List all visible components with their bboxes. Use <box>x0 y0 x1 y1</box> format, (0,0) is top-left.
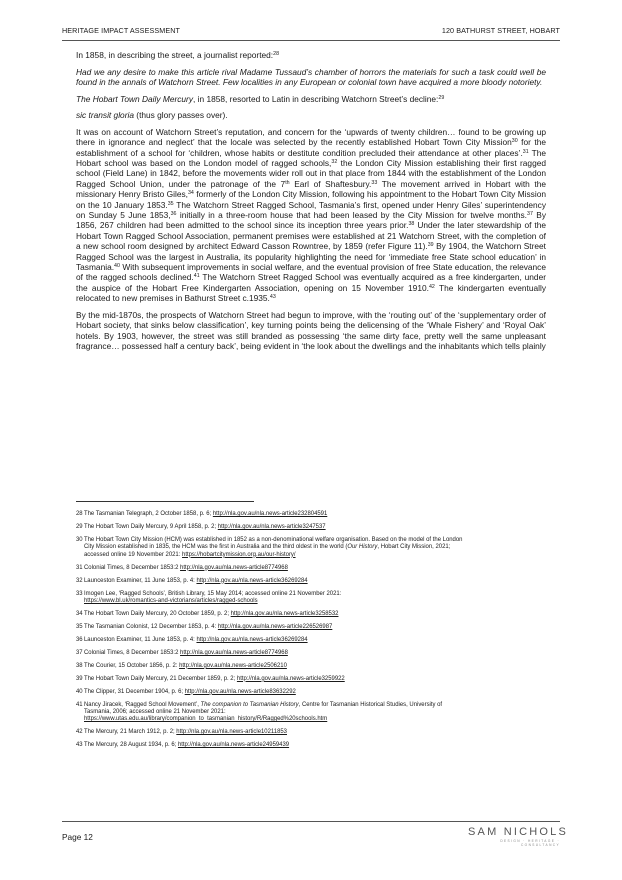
paragraph-1870s: By the mid-1870s, the prospects of Watchorn Street had begun to improve, with the ‘routing out’ of the ‘supplementary order of Hobart society, that sinks below classification’, key turning points being the delicensing of the ‘Whale Fishery’ and ‘Royal Oak’ hotels. By 1903, however, the street was still branded as possessing ‘the same dirty face, pretty well the same unpleasant fragrance… possessed half a century back’, being evident in ‘the look about the dwellings and the inhabitants which tells plainly <box>76 309 546 352</box>
footnote: 39The Hobart Town Daily Mercury, 21 December 1859, p. 2; http://nla.gov.au/nla.news-article3259922 <box>76 675 345 682</box>
footnote-link[interactable]: http://nla.gov.au/nla.news-article232804591 <box>212 511 328 517</box>
header-rule <box>62 40 560 41</box>
page-number: Page 12 <box>62 832 93 842</box>
footnote: 31Colonial Times, 8 December 1853:2 http://nla.gov.au/nla.news-article8774968 <box>76 564 288 571</box>
footnote: 34The Hobart Town Daily Mercury, 20 October 1859, p. 2; http://nla.gov.au/nla.news-article3258532 <box>76 610 339 617</box>
footnote: 30The Hobart Town City Mission (HCM) was established in 1852 as a non-denominational welfare organisation. Based on the model of the London City Mission established in 1835, the HCM was the first in Australia and the third oldest in the world (Our History, Hobart City Mission, 2021; accessed online 19 November 2021: https://hobartcitymission.org.au/our-history/ <box>76 536 463 558</box>
footnote-rule <box>76 501 254 502</box>
footnote: 37Colonial Times, 8 December 1853:2 http://nla.gov.au/nla.news-article8774968 <box>76 649 288 656</box>
header-address: 120 BATHURST STREET, HOBART <box>441 26 560 35</box>
footnote-link[interactable]: http://nla.gov.au/nla.news-article83632292 <box>184 688 296 695</box>
footnote: 41Nancy Jiracek, ‘Ragged School Movement’, The companion to Tasmanian History, Centre for Tasmanian Historical Studies, University of Tasmania, 2006; accessed online 21 November 2021: https://www.utas.edu.au/library/companion_to_tasmanian_history/R/Ragged%20schools.htm <box>76 701 443 723</box>
footnote-link[interactable]: https://www.bl.uk/romantics-and-victorians/articles/ragged-schools <box>84 597 258 604</box>
footnote: 33Imogen Lee, ‘Ragged Schools’, British Library, 15 May 2014; accessed online 21 November 2021: https://www.bl.uk/romantics-and-victorians/articles/ragged-schools <box>76 590 342 604</box>
footnote: 38The Courier, 15 October 1856, p. 2: http://nla.gov.au/nla.news-article2506210 <box>76 662 287 669</box>
footnote-link[interactable]: http://nla.gov.au/nla.news-article36269284 <box>196 636 308 643</box>
footnote: 40The Clipper, 31 December 1904, p. 6; http://nla.gov.au/nla.news-article83632292 <box>76 688 296 695</box>
footnote: 35The Tasmanian Colonist, 12 December 1853, p. 4: http://nla.gov.au/nla.news-article226526987 <box>76 623 333 630</box>
footnote: 29The Hobart Town Daily Mercury, 9 April 1858, p. 2; http://nla.gov.au/nla.news-article3247537 <box>76 523 326 530</box>
block-quote: Had we any desire to make this article rival Madame Tussaud’s chamber of horrors the materials for such a task could well be found in the annals of Watchorn Street. Few localities in any European or colonial town have acquired a more bloody notoriety. <box>76 66 546 87</box>
footnote-link[interactable]: http://nla.gov.au/nla.news-article36269284 <box>196 577 308 584</box>
paragraph-latin-intro: The Hobart Town Daily Mercury, in 1858, resorted to Latin in describing Watchorn Street’s decline:$^{29}$ <box>76 93 445 104</box>
running-header <box>62 26 560 40</box>
footer-rule <box>62 821 560 822</box>
footnote-link[interactable]: http://nla.gov.au/nla.news-article3247537 <box>217 523 326 530</box>
footnote-link[interactable]: http://nla.gov.au/nla.news-article2506210 <box>179 662 287 669</box>
footnote-link[interactable]: http://nla.gov.au/nla.news-article3259922 <box>236 675 345 682</box>
footnote: 36Launceston Examiner, 11 June 1853, p. 4: http://nla.gov.au/nla.news-article36269284 <box>76 636 308 643</box>
footnote-link[interactable]: http://nla.gov.au/nla.news-article8774968 <box>180 564 288 571</box>
paragraph-intro: In 1858, in describing the street, a journalist reported:$^{28}$ <box>76 50 280 60</box>
footnote-link[interactable]: http://nla.gov.au/nla.news-article24959439 <box>177 742 290 749</box>
paragraph-latin: sic transit gloria (thus glory passes over). <box>76 110 228 121</box>
paragraph-ragged-school: It was on account of Watchorn Street’s reputation, and concern for the ‘upwards of twenty children… found to be growing up there in ignorance and neglect’ that the locale was selected by the recently established Hobart Town City Mission$^{30}$ for the establishment of a school for ‘children, whose habits or destitute condition precluded their attendance at other places’.$^{31}$ The Hobart school was based on the London model of ragged schools,$^{32}$ the London City Mission establishing their first ragged school (Field Lane) in 1842, before the movements wider roll out in that place from 1844 with the establishment of the London Ragged School Union, under the patronage of the 7th Earl of Shaftesbury.$^{33}$ The movement arrived in Hobart with the missionary Henry Bristo Giles,$^{34}$ formerly of the London City Mission, following his appointment to the Hobart Town City Mission on the 10 January 1853.35 The Watchorn Street Ragged School, Tasmania’s first, opened under Henry Giles’ superintendency on Sunday 5 June 1853,36 initially in a three-room house that had been leased by the City Mission for twelve months.$^{37}$ By 1856, 267 children had been admitted to the school since its inception three years prior.$^{38}$ Under the later stewardship of the Hobart Town Ragged School Association, permanent premises were established at 21 Watchorn Street, with the completion of a new school room designed by architect Edward Casson Rowntree, by 1859 (refer Figure 11).$^{39}$ By 1904, the Watchorn Street Ragged School was the largest in Australia, its popularity highlighting the need for ‘immediate free State school education’ in Tasmania.$^{40}$ With subsequent improvements in social welfare, and the eventual provision of free State education, the relevance of the ragged schools declined.$^{41}$ The Watchorn Street Ragged School was eventually acquired as a free kindergarten, under the auspice of the Hobart Free Kindergarten Association, opening on 15 November 1910.42 The kindergarten eventually relocated to new premises in Bathurst Street c.1935.43 <box>76 126 547 304</box>
footnote-link[interactable]: http://nla.gov.au/nla.news-article10211853 <box>176 729 287 736</box>
footnote-link[interactable]: https://hobartcitymission.org.au/our-history/ <box>182 551 296 558</box>
footnote: 43The Mercury, 28 August 1934, p. 6; http://nla.gov.au/nla.news-article24959439 <box>76 742 290 749</box>
footnote: 28The Tasmanian Telegraph, 2 October 1858, p. 6; http://nla.gov.au/nla.news-article232804591 <box>76 511 328 517</box>
body-text <box>76 50 546 358</box>
footnote-link[interactable]: http://nla.gov.au/nla.news-article3258532 <box>230 610 339 617</box>
header-title: HERITAGE IMPACT ASSESSMENT <box>62 26 181 35</box>
footnote-link[interactable]: http://nla.gov.au/nla.news-article8774968 <box>180 649 288 656</box>
footnotes <box>76 511 546 755</box>
logo-tagline: DESIGN · HERITAGE · CONSULTANCY <box>500 839 560 847</box>
footnote: 32Launceston Examiner, 11 June 1853, p. 4: http://nla.gov.au/nla.news-article36269284 <box>76 577 308 584</box>
footnote-link[interactable]: https://www.utas.edu.au/library/companion_to_tasmanian_history/R/Ragged%20schools.htm <box>84 716 328 723</box>
logo-name: SAM NICHOLS <box>468 826 568 838</box>
footnote: 42The Mercury, 21 March 1912, p. 2; http://nla.gov.au/nla.news-article10211853 <box>76 729 287 736</box>
company-logo <box>468 826 568 848</box>
footnote-link[interactable]: http://nla.gov.au/nla.news-article226526987 <box>217 623 333 630</box>
